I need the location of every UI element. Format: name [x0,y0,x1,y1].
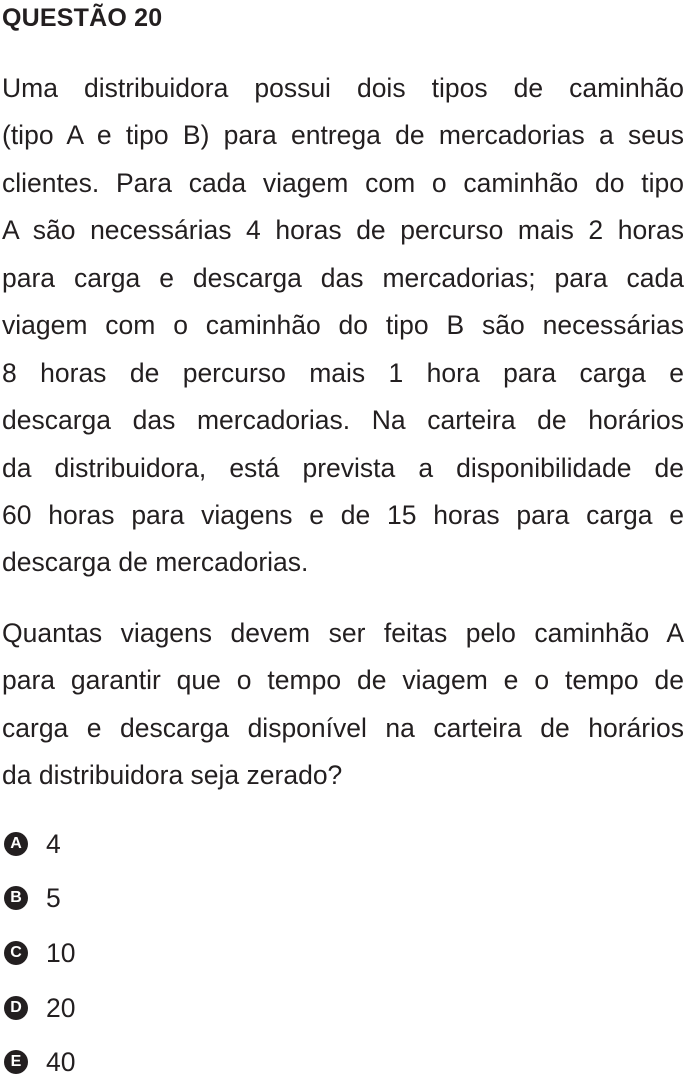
option-text: 40 [46,1047,76,1077]
statement-line: 60 horas para viagens e de 15 horas para carga e [2,500,684,530]
option-letter-badge: E [4,1050,28,1074]
statement-line: clientes. Para cada viagem com o caminhão do tipo [2,168,684,198]
option-text: 10 [46,938,76,968]
option-text: 20 [46,993,76,1023]
statement-line: da distribuidora, está prevista a disponibilidade de [2,453,684,483]
option-a[interactable] [4,828,61,860]
option-letter-badge: B [4,886,28,910]
option-c[interactable] [4,937,75,969]
statement-line: (tipo A e tipo B) para entrega de mercadorias a seus [2,120,684,150]
option-b[interactable] [4,882,61,914]
statement-line: descarga das mercadorias. Na carteira de horários [2,405,684,435]
prompt-line: da distribuidora seja zerado? [2,760,343,790]
statement-line: descarga de mercadorias. [2,547,309,577]
question-title: QUESTÃO 20 [2,4,163,32]
option-letter-badge: C [4,941,28,965]
statement-line: A são necessárias 4 horas de percurso mais 2 horas [2,215,684,245]
statement-line: viagem com o caminhão do tipo B são necessárias [2,310,684,340]
option-text: 5 [46,883,61,913]
option-letter-badge: D [4,996,28,1020]
prompt-line: carga e descarga disponível na carteira de horários [2,713,684,743]
option-e[interactable] [4,1046,75,1078]
statement-line: 8 horas de percurso mais 1 hora para carga e [2,358,684,388]
statement-line: Uma distribuidora possui dois tipos de caminhão [2,73,684,103]
prompt-line: Quantas viagens devem ser feitas pelo caminhão A [2,618,684,648]
option-d[interactable] [4,992,75,1024]
statement-line: para carga e descarga das mercadorias; para cada [2,263,684,293]
prompt-line: para garantir que o tempo de viagem e o tempo de [2,665,684,695]
option-text: 4 [46,829,61,859]
option-letter-badge: A [4,832,28,856]
